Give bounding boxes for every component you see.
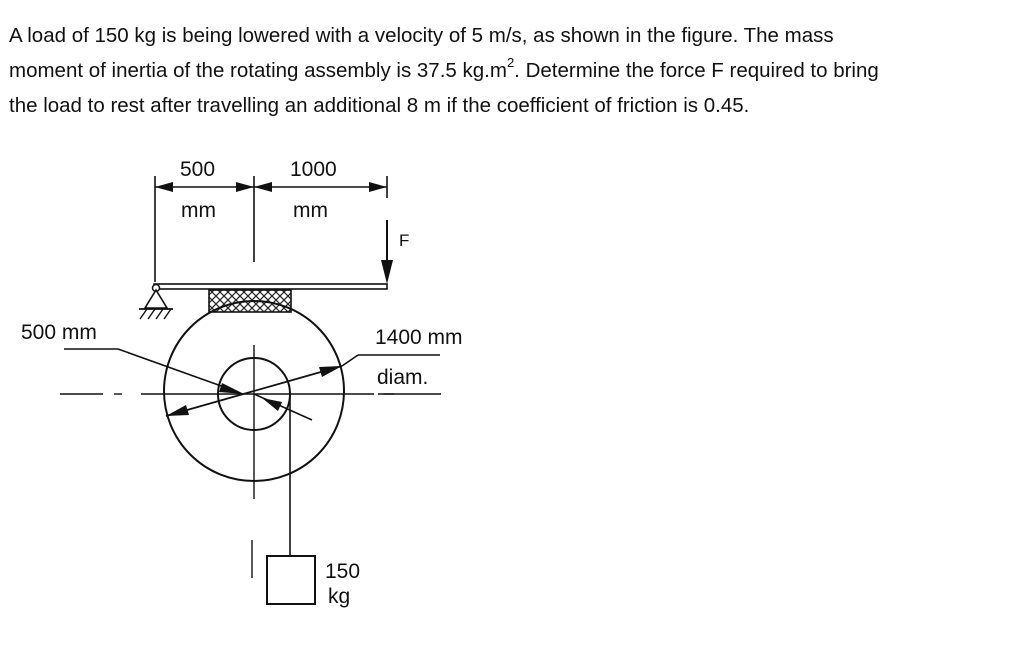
dim-top-right-value: 1000 <box>290 158 337 181</box>
pivot-support <box>145 290 167 308</box>
ground-hatch-1 <box>140 309 147 319</box>
load-unit: kg <box>328 585 351 608</box>
dim-arrow-left-start <box>155 182 173 192</box>
dim-arrow-left-end <box>236 182 254 192</box>
dim-top-left-unit: mm <box>181 199 216 222</box>
drum-diameter-unit: diam. <box>377 366 429 389</box>
dim-top-right-unit: mm <box>293 199 328 222</box>
force-arrow-head <box>381 260 393 284</box>
pivot-offset-label: 500 mm <box>21 321 97 344</box>
ground-hatch-4 <box>164 309 171 319</box>
force-label: F <box>399 231 410 250</box>
leader-500mm-arrow <box>219 383 244 394</box>
problem-line-1: A load of 150 kg is being lowered with a velocity of 5 m/s, as shown in the figure. The mass <box>9 24 834 47</box>
dim-top-left-value: 500 <box>180 158 216 181</box>
diameter-leader <box>342 355 358 366</box>
problem-line-2-exponent: 2 <box>506 55 515 71</box>
brake-lever <box>154 284 387 289</box>
dim-arrow-right-start <box>254 182 272 192</box>
problem-line-2-start: moment of inertia of the rotating assembly is 37.5 kg.m <box>9 59 507 82</box>
leader-500mm-diagonal <box>118 349 238 392</box>
drum-diameter-value: 1400 mm <box>375 326 463 349</box>
problem-line-2-end: . Determine the force F required to bring <box>514 59 879 82</box>
diameter-arrow-lower <box>166 405 189 416</box>
hub-radius-arrow <box>262 398 282 411</box>
load-box <box>267 556 315 604</box>
problem-line-3: the load to rest after travelling an additional 8 m if the coefficient of friction is 0.45. <box>9 94 750 117</box>
load-value: 150 <box>325 560 361 583</box>
diameter-arrow-upper <box>319 366 342 377</box>
ground-hatch-3 <box>156 309 163 319</box>
dim-arrow-right-end <box>369 182 387 192</box>
ground-hatch-2 <box>148 309 155 319</box>
